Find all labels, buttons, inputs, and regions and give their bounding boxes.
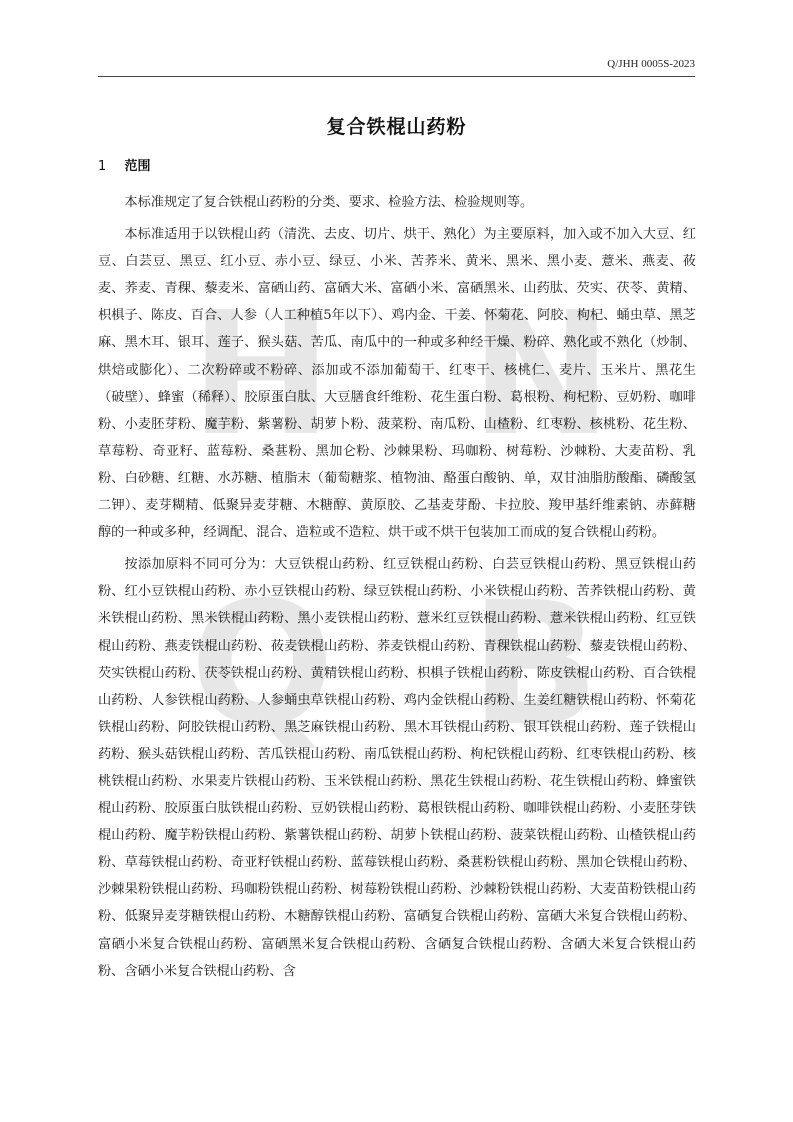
paragraph: 本标准规定了复合铁棍山药粉的分类、要求、检验方法、检验规则等。 bbox=[124, 195, 534, 210]
section-body bbox=[98, 189, 696, 990]
section-number: 1 bbox=[98, 159, 107, 174]
header-rule bbox=[98, 76, 695, 77]
section-title: 范围 bbox=[124, 159, 151, 174]
watermark-letter: Q bbox=[190, 566, 335, 764]
document-title: 复合铁棍山药粉 bbox=[326, 116, 467, 138]
watermark-letter: B bbox=[470, 566, 600, 764]
paragraph: 按添加原料不同可分为：大豆铁棍山药粉、红豆铁棍山药粉、白芸豆铁棍山药粉、黑豆铁棍山药粉、红小豆铁棍山药粉、赤小豆铁棍山药粉、绿豆铁棍山药粉、小米铁棍山药粉、苦荞铁棍山药粉、黄米铁棍山药粉、黑米铁棍山药粉、黑小麦铁棍山药粉、薏米红豆铁棍山药粉、薏米铁棍山药粉、红豆铁棍山药粉、燕麦铁棍山药粉、莜麦铁棍山药粉、荞麦铁棍山药粉、青稞铁棍山药粉、藜麦铁棍山药粉、芡实铁棍山药粉、茯苓铁棍山药粉、黄精铁棍山药粉、枳椇子铁棍山药粉、陈皮铁棍山药粉、百合铁棍山药粉、人参铁棍山药粉、人参蛹虫草铁棍山药粉、鸡内金铁棍山药粉、生姜红糖铁棍山药粉、怀菊花铁棍山药粉、阿胶铁棍山药粉、黑芝麻铁棍山药粉、黑木耳铁棍山药粉、银耳铁棍山药粉、莲子铁棍山药粉、猴头菇铁棍山药粉、苦瓜铁棍山药粉、南瓜铁棍山药粉、枸杞铁棍山药粉、红枣铁棍山药粉、核桃铁棍山药粉、水果麦片铁棍山药粉、玉米铁棍山药粉、黑花生铁棍山药粉、花生铁棍山药粉、蜂蜜铁棍山药粉、胶原蛋白肽铁棍山药粉、豆奶铁棍山药粉、葛根铁棍山药粉、咖啡铁棍山药粉、小麦胚芽铁棍山药粉、魔芋粉铁棍山药粉、紫薯铁棍山药粉、胡萝卜铁棍山药粉、菠菜铁棍山药粉、山楂铁棍山药粉、草莓铁棍山药粉、奇亚籽铁棍山药粉、蓝莓铁棍山药粉、桑葚粉铁棍山药粉、黑加仑铁棍山药粉、沙棘果粉铁棍山药粉、玛咖粉铁棍山药粉、树莓粉铁棍山药粉、沙棘粉铁棍山药粉、大麦苗粉铁棍山药粉、低聚异麦芽糖铁棍山药粉、木糖醇铁棍山药粉、富硒复合铁棍山药粉、富硒大米复合铁棍山药粉、富硒小米复合铁棍山药粉、富硒黑米复合铁棍山药粉、含硒复合铁棍山药粉、含硒大米复合铁棍山药粉、含硒小米复合铁棍山药粉、含 bbox=[98, 557, 696, 979]
watermark-letter: N bbox=[470, 276, 613, 474]
watermark-letter: H bbox=[190, 276, 333, 474]
paragraph: 本标准适用于以铁棍山药（清洗、去皮、切片、烘干、熟化）为主要原料，加入或不加入大豆、红豆、白芸豆、黑豆、红小豆、赤小豆、绿豆、小米、苦荞米、黄米、黑米、黑小麦、薏米、燕麦、莜麦、荞麦、青稞、藜麦米、富硒山药、富硒大米、富硒小米、富硒黑米、山药肽、芡实、茯苓、黄精、枳椇子、陈皮、百合、人参（人工种植5年以下）、鸡内金、干姜、怀菊花、阿胶、枸杞、蛹虫草、黑芝麻、黑木耳、银耳、莲子、猴头菇、苦瓜、南瓜中的一种或多种经干燥、粉碎、熟化或不熟化（炒制、烘焙或膨化）、二次粉碎或不粉碎、添加或不添加葡萄干、红枣干、核桃仁、麦片、玉米片、黑花生（破壁）、蜂蜜（稀释）、胶原蛋白肽、大豆膳食纤维粉、花生蛋白粉、葛根粉、枸杞粉、豆奶粉、咖啡粉、小麦胚芽粉、魔芋粉、紫薯粉、胡萝卜粉、菠菜粉、南瓜粉、山楂粉、红枣粉、核桃粉、花生粉、草莓粉、奇亚籽、蓝莓粉、桑葚粉、黑加仑粉、沙棘果粉、玛咖粉、树莓粉、沙棘粉、大麦苗粉、乳粉、白砂糖、红糖、水苏糖、植脂末（葡萄糖浆、植物油、酪蛋白酸钠、单，双甘油脂肪酸酯、磷酸氢二钾）、麦芽糊精、低聚异麦芽糖、木糖醇、黄原胶、乙基麦芽酚、卡拉胶、羧甲基纤维素钠、赤藓糖醇的一种或多种，经调配、混合、造粒或不造粒、烘干或不烘干包装加工而成的复合铁棍山药粉。 bbox=[98, 227, 696, 541]
document-id: Q/JHH 0005S-2023 bbox=[607, 58, 695, 70]
section-heading bbox=[98, 155, 151, 174]
